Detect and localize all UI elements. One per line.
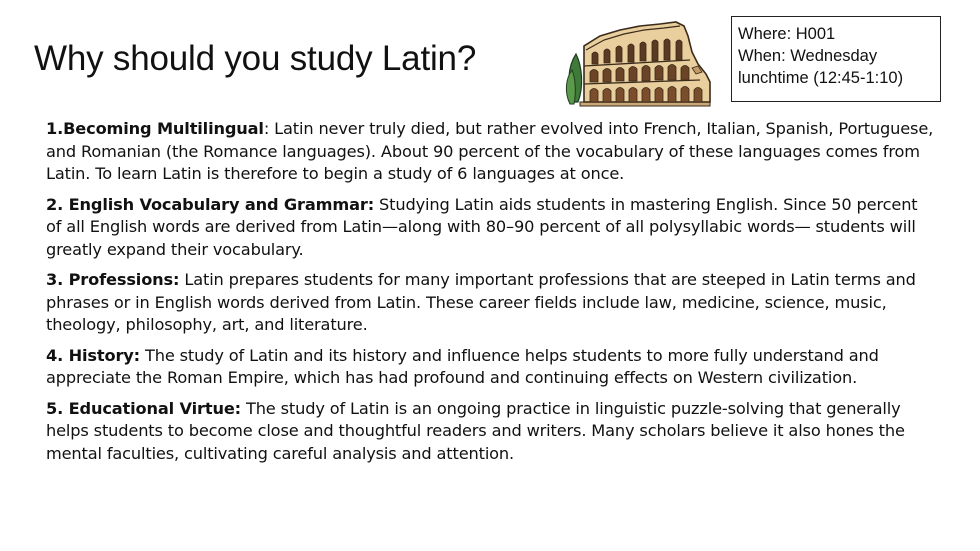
reason-history xyxy=(46,345,936,390)
meeting-location: Where: H001 xyxy=(738,25,836,43)
reason-body: The study of Latin and its history and influence helps students to more fully understand and appreciate the Roman Empire, which has had profound and continuing effects on Western civilization. xyxy=(46,345,879,387)
reason-educational-virtue xyxy=(46,398,936,466)
reason-body: Studying Latin aids students in mastering English. Since 50 percent of all English words are derived from Latin—along with 80–90 percent of all polysyllabic words— students will greatly expand their vocabulary. xyxy=(46,194,918,259)
reason-multilingual xyxy=(46,118,936,186)
reason-separator: : xyxy=(263,119,270,138)
slide-title: Why should you study Latin? xyxy=(34,39,477,78)
reason-body: The study of Latin is an ongoing practice in linguistic puzzle-solving that generally helps students to become close and thoughtful readers and writers. Many scholars believe it also hones the mental faculties, cultivating careful analysis and attention. xyxy=(46,398,905,463)
reason-heading: 4. History: xyxy=(46,345,140,365)
reason-heading: 1.Becoming Multilingual xyxy=(46,119,264,138)
reason-body: Latin never truly died, but rather evolved into French, Italian, Spanish, Portuguese, and Romanian (the Romance languages). About 90 percent of the vocabulary of these languages comes from Latin. To learn Latin is therefore to begin a study of 6 languages at once. xyxy=(46,119,934,183)
meeting-info-box xyxy=(731,16,941,102)
reason-heading: 5. Educational Virtue: xyxy=(46,398,241,418)
reasons-list xyxy=(46,118,936,473)
reason-professions xyxy=(46,269,936,337)
reason-body: Latin prepares students for many important professions that are steeped in Latin terms and phrases or in English words derived from Latin. These career fields include law, medicine, science, music, theology, philosophy, art, and literature. xyxy=(46,270,916,334)
reason-heading: 2. English Vocabulary and Grammar: xyxy=(46,194,375,214)
meeting-day: When: Wednesday xyxy=(738,47,878,65)
meeting-time: lunchtime (12:45-1:10) xyxy=(738,69,904,87)
reason-heading: 3. Professions: xyxy=(46,270,180,289)
colosseum-icon xyxy=(560,16,720,108)
reason-english-vocabulary xyxy=(46,194,936,262)
